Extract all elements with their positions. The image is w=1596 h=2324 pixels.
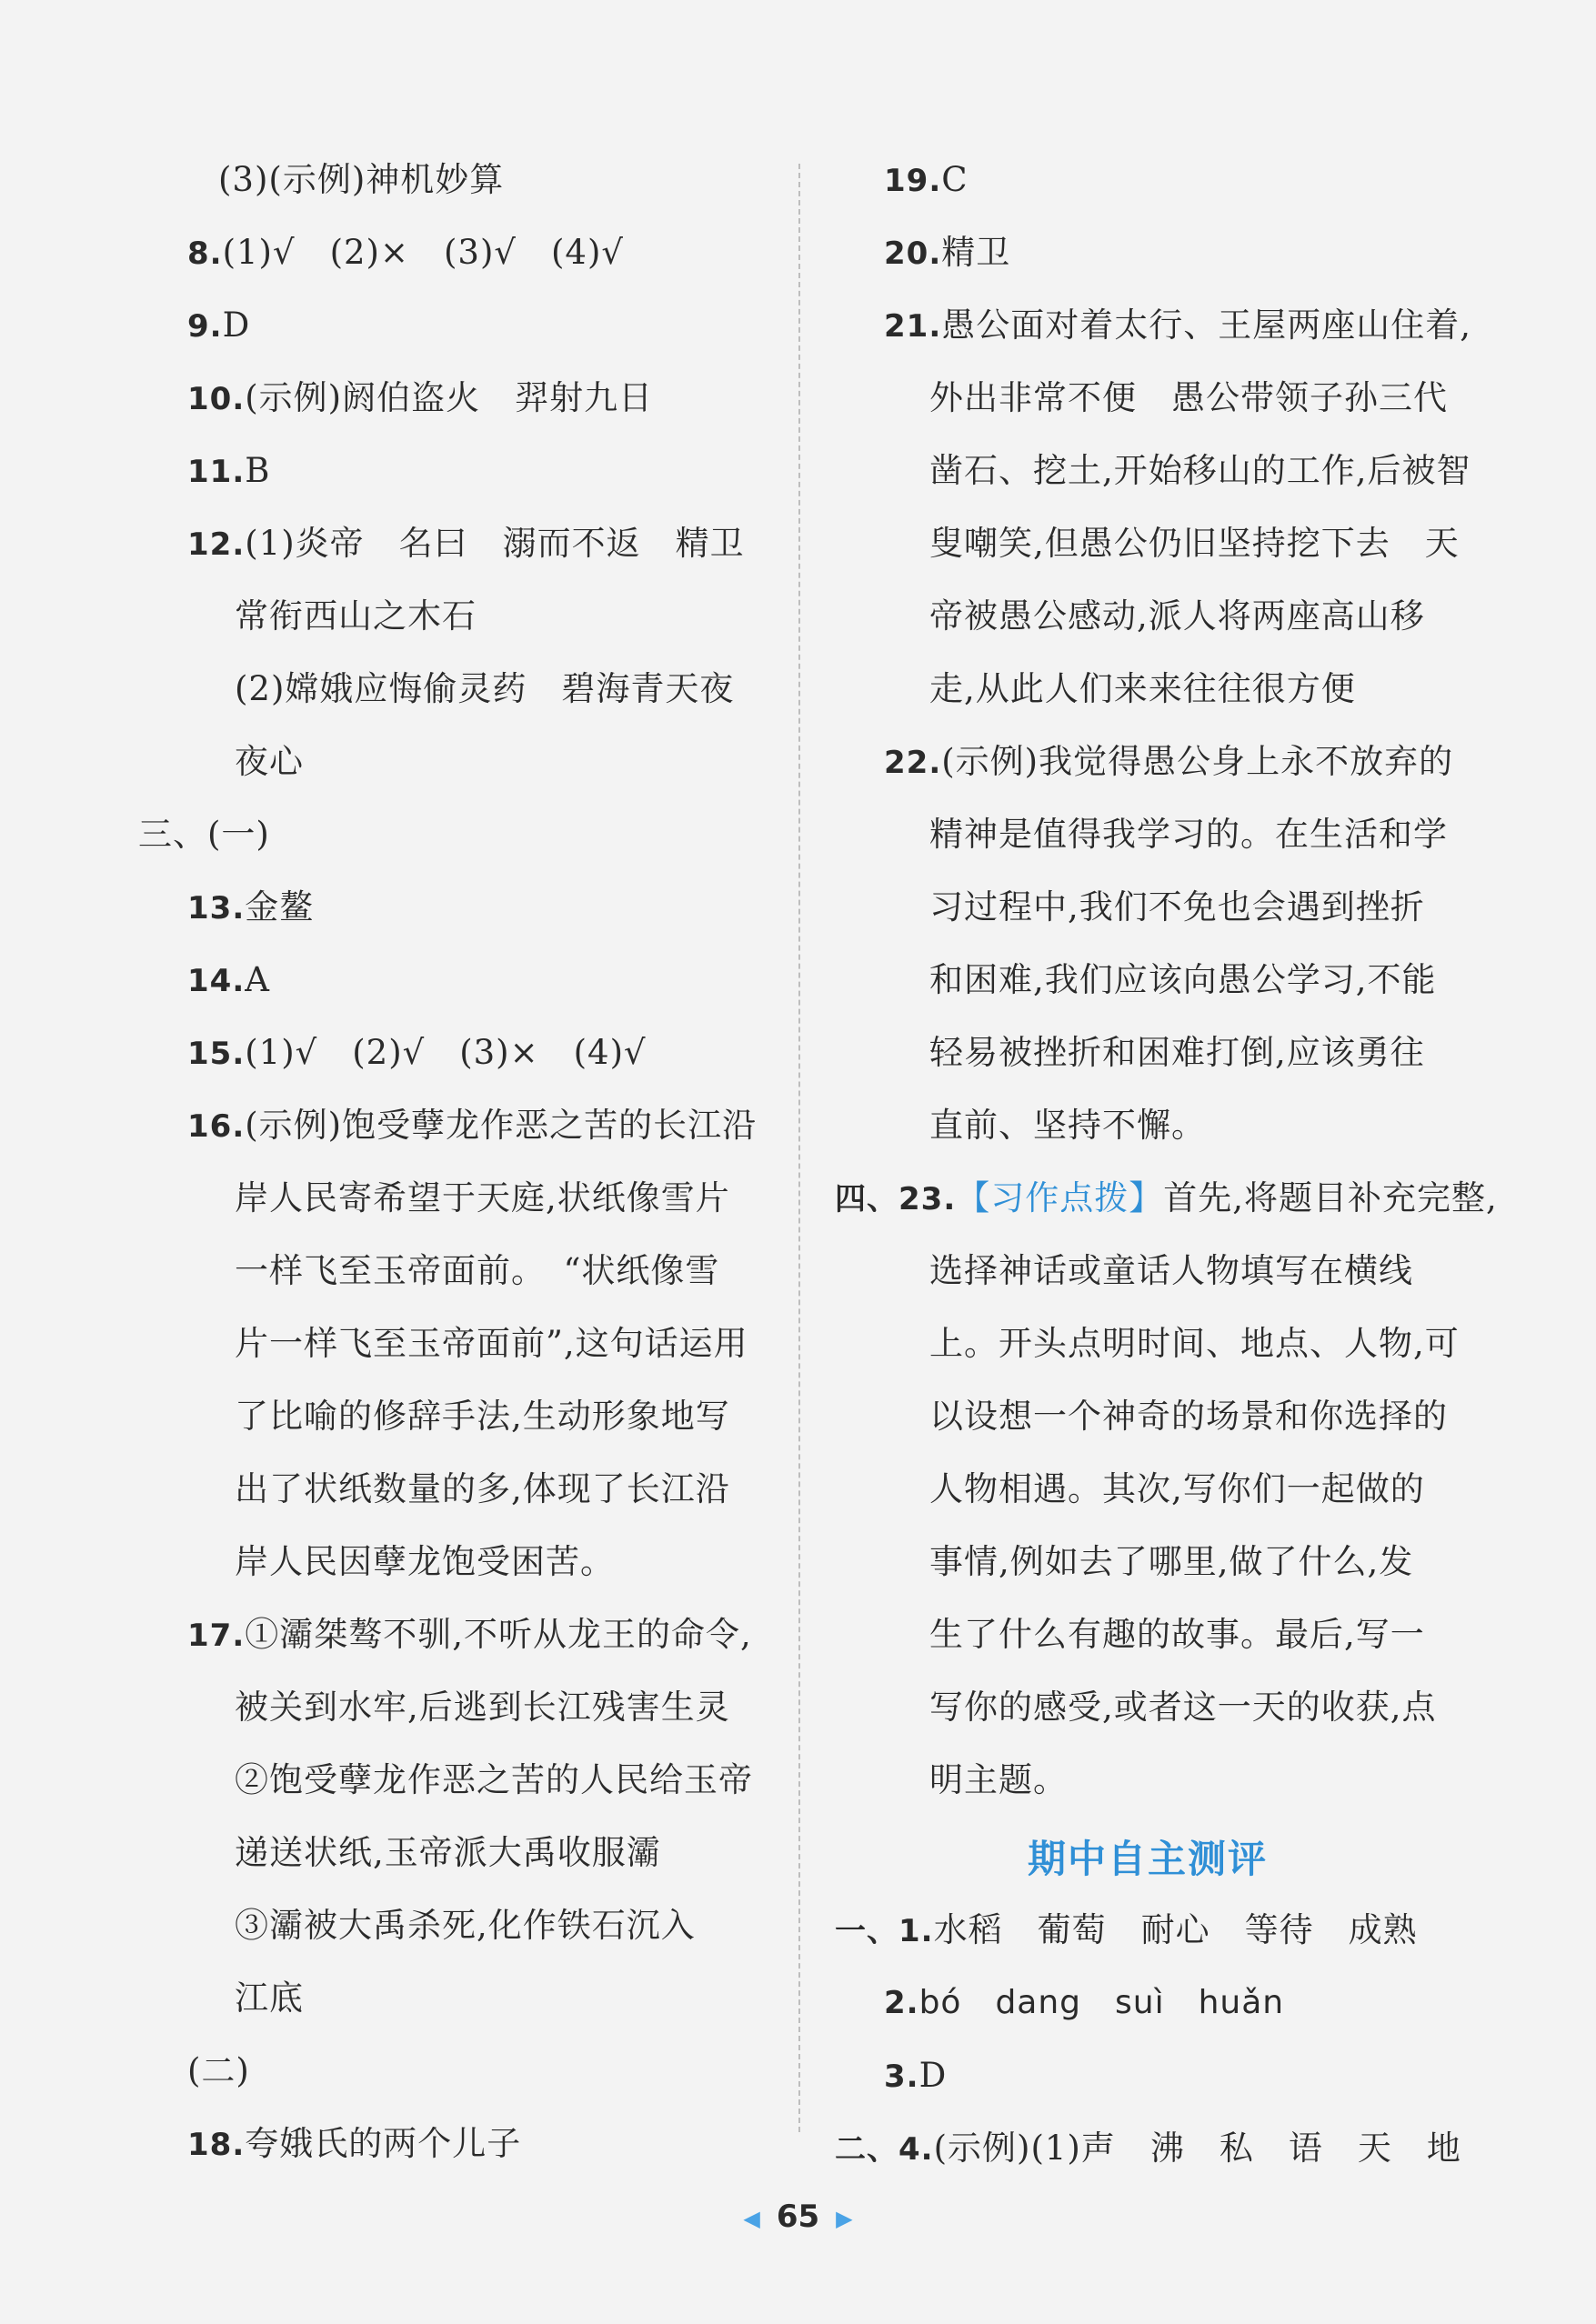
answer-line: 递送状纸,玉帝派大禹收服灞 xyxy=(235,1833,661,1872)
answer-line: 片一样飞至玉帝面前”,这句话运用 xyxy=(235,1324,748,1363)
answer-line: 岸人民因孽龙饱受困苦。 xyxy=(235,1542,615,1581)
answer-line: 14.A xyxy=(187,960,270,999)
section-heading: (二) xyxy=(187,2051,250,2090)
answer-line: 一样飞至玉帝面前。 “状纸像雪 xyxy=(235,1251,720,1290)
answer-line: 直前、坚持不懈。 xyxy=(929,1106,1206,1145)
answer-line: 了比喻的修辞手法,生动形象地写 xyxy=(235,1397,730,1436)
answer-line: 叟嘲笑,但愚公仍旧坚持挖下去 天 xyxy=(929,524,1460,563)
answer-line: 轻易被挫折和困难打倒,应该勇往 xyxy=(929,1033,1425,1072)
answer-line: 走,从此人们来来往往很方便 xyxy=(929,669,1356,708)
answer-line: 上。开头点明时间、地点、人物,可 xyxy=(929,1324,1460,1363)
answer-line: 帝被愚公感动,派人将两座高山移 xyxy=(929,596,1425,636)
answer-line: 3.D xyxy=(884,2056,948,2095)
answer-line: 17.①灞桀骜不驯,不听从龙王的命令, xyxy=(187,1615,752,1654)
answer-line: 20.精卫 xyxy=(884,233,1011,272)
answer-line: 一、1.水稻 葡萄 耐心 等待 成熟 xyxy=(835,1910,1418,1949)
page-footer xyxy=(0,2199,1596,2235)
answer-line: 19.C xyxy=(884,160,969,199)
answer-line: 事情,例如去了哪里,做了什么,发 xyxy=(929,1542,1414,1581)
answer-line: 夜心 xyxy=(235,742,304,781)
prev-page-icon[interactable]: ◀ xyxy=(743,2205,760,2231)
answer-line: 习过程中,我们不免也会遇到挫折 xyxy=(929,887,1425,927)
answer-line: 15.(1)√ (2)√ (3)× (4)√ xyxy=(187,1033,647,1072)
answer-line: 16.(示例)饱受孽龙作恶之苦的长江沿 xyxy=(187,1106,758,1145)
answer-line: ②饱受孽龙作恶之苦的人民给玉帝 xyxy=(235,1760,753,1799)
answer-line: 常衔西山之木石 xyxy=(235,596,477,636)
answer-line: 二、4.(示例)(1)声 沸 私 语 天 地 xyxy=(835,2129,1461,2168)
answer-line: (3)(示例)神机妙算 xyxy=(218,160,505,199)
writing-tip-tag: 【习作点拨】 xyxy=(956,1178,1164,1217)
answer-line: 出了状纸数量的多,体现了长江沿 xyxy=(235,1469,730,1508)
next-page-icon[interactable]: ▶ xyxy=(836,2205,853,2231)
answer-line: 外出非常不便 愚公带领子孙三代 xyxy=(929,378,1448,417)
answer-line: 21.愚公面对着太行、王屋两座山住着, xyxy=(884,306,1471,345)
answer-line: 精神是值得我学习的。在生活和学 xyxy=(929,815,1448,854)
answer-line: 8.(1)√ (2)× (3)√ (4)√ xyxy=(187,233,624,272)
answer-line: 13.金鳌 xyxy=(187,887,315,927)
answer-line: 12.(1)炎帝 名曰 溺而不返 精卫 xyxy=(187,524,745,563)
answer-line: 被关到水牢,后逃到长江残害生灵 xyxy=(235,1688,730,1727)
answer-line: ③灞被大禹杀死,化作铁石沉入 xyxy=(235,1906,696,1945)
answer-line: (2)嫦娥应悔偷灵药 碧海青天夜 xyxy=(235,669,735,708)
answer-line: 写你的感受,或者这一天的收获,点 xyxy=(929,1688,1437,1727)
answer-line: 岸人民寄希望于天庭,状纸像雪片 xyxy=(235,1178,730,1217)
answer-line: 生了什么有趣的故事。最后,写一 xyxy=(929,1615,1425,1654)
answer-line: 江底 xyxy=(235,1978,304,2018)
answer-line: 凿石、挖土,开始移山的工作,后被智 xyxy=(929,451,1471,490)
answer-line: 11.B xyxy=(187,451,271,490)
answer-line: 人物相遇。其次,写你们一起做的 xyxy=(929,1469,1425,1508)
answer-line: 10.(示例)阏伯盗火 羿射九日 xyxy=(187,378,654,417)
answer-line: 以设想一个神奇的场景和你选择的 xyxy=(929,1397,1448,1436)
answer-line: 9.D xyxy=(187,306,251,345)
answer-line: 四、23.【习作点拨】首先,将题目补充完整, xyxy=(835,1178,1498,1217)
answer-line: 和困难,我们应该向愚公学习,不能 xyxy=(929,960,1437,999)
answer-line: 选择神话或童话人物填写在横线 xyxy=(929,1251,1413,1290)
pinyin-line: 2.bó dang suì huǎn xyxy=(884,1984,1285,2021)
section-heading: 三、(一) xyxy=(138,815,270,854)
section-title: 期中自主测评 xyxy=(1028,1837,1269,1881)
column-divider xyxy=(798,164,800,2132)
answer-line: 18.夸娥氏的两个儿子 xyxy=(187,2124,522,2163)
answer-line: 明主题。 xyxy=(929,1760,1068,1799)
answer-line: 22.(示例)我觉得愚公身上永不放弃的 xyxy=(884,742,1454,781)
page-number: 65 xyxy=(776,2199,820,2235)
